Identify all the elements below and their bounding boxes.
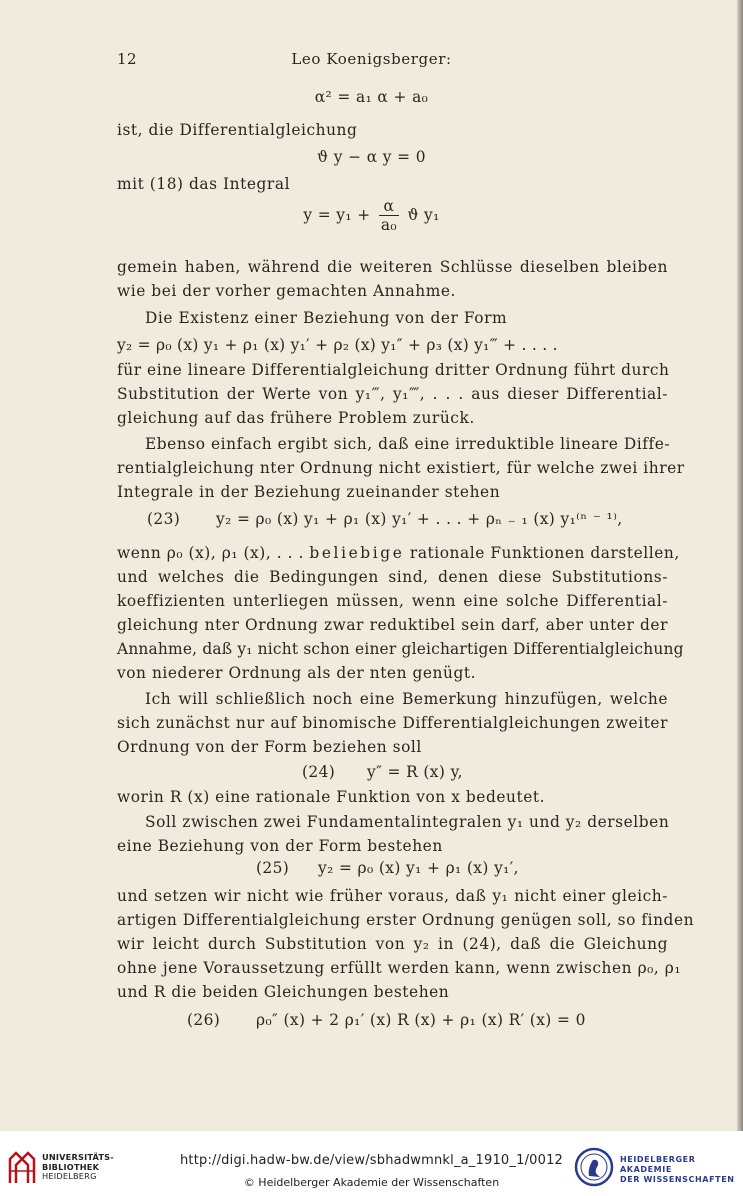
equation-number-24: (24) xyxy=(302,763,336,781)
equation-23: y₂ = ρ₀ (x) y₁ + ρ₁ (x) y₁′ + . . . + ρₙ ₋ ₁ (x) y₁⁽ⁿ ⁻ ¹⁾, xyxy=(216,510,623,528)
text-line: Annahme, daß y₁ nicht schon einer gleichartigen Differentialgleichung xyxy=(117,640,684,658)
text-line: ohne jene Voraussetzung erfüllt werden kann, wenn zwischen ρ₀, ρ₁ xyxy=(117,959,682,977)
text-line: Ordnung von der Form beziehen soll xyxy=(117,738,422,756)
text-line: Substitution der Werte von y₁‴, y₁⁗, . . . aus dieser Differential- xyxy=(117,385,668,403)
text-line: mit (18) das Integral xyxy=(117,175,291,193)
library-name-line: BIBLIOTHEK xyxy=(42,1161,100,1172)
equation-25: y₂ = ρ₀ (x) y₁ + ρ₁ (x) y₁′, xyxy=(318,859,519,877)
academy-name-line: DER WISSENSCHAFTEN xyxy=(620,1175,735,1184)
running-title: Leo Koenigsberger: xyxy=(291,50,452,68)
library-name-line: UNIVERSITÄTS- xyxy=(42,1152,114,1162)
text-fragment: wenn ρ₀ (x), ρ₁ (x), . . . xyxy=(117,544,304,562)
text-line: Ebenso einfach ergibt sich, daß eine irreduktible lineare Diffe- xyxy=(145,435,671,453)
emphasis-spaced: beliebige xyxy=(309,544,405,562)
text-line: eine Beziehung von der Form bestehen xyxy=(117,837,443,855)
text-line: und setzen wir nicht wie früher voraus, daß y₁ nicht einer gleich- xyxy=(117,887,668,905)
text-line: Integrale in der Beziehung zueinander stehen xyxy=(117,483,501,501)
text-line: für eine lineare Differentialgleichung dritter Ordnung führt durch xyxy=(117,361,670,379)
equation-number-23: (23) xyxy=(147,510,181,528)
page-number: 12 xyxy=(117,50,138,68)
library-name-line: HEIDELBERG xyxy=(42,1171,97,1181)
text-line: rentialgleichung nter Ordnung nicht existiert, für welche zwei ihrer xyxy=(117,459,685,477)
fraction xyxy=(379,198,399,234)
equation-number-26: (26) xyxy=(187,1011,221,1029)
text-line: Soll zwischen zwei Fundamentalintegralen y₁ und y₂ derselben xyxy=(145,813,670,831)
text-line: gemein haben, während die weiteren Schlüsse dieselben bleiben xyxy=(117,258,668,276)
fraction-denominator: a₀ xyxy=(380,216,398,234)
text-line: wie bei der vorher gemachten Annahme. xyxy=(117,282,456,300)
equation-theta: ϑ y − α y = 0 xyxy=(317,148,426,166)
text-line: worin R (x) eine rationale Funktion von x bedeutet. xyxy=(117,788,546,806)
fraction-numerator: α xyxy=(383,197,395,215)
text-line: und R die beiden Gleichungen bestehen xyxy=(117,983,450,1001)
equation-26: ρ₀″ (x) + 2 ρ₁′ (x) R (x) + ρ₁ (x) R′ (x) = 0 xyxy=(256,1011,586,1029)
text-line: von niederer Ordnung als der nten genügt. xyxy=(117,664,477,682)
text-line: koeffizienten unterliegen müssen, wenn eine solche Differential- xyxy=(117,592,668,610)
text-line: gleichung auf das frühere Problem zurück. xyxy=(117,409,475,427)
text-line: und welches die Bedingungen sind, denen diese Substitutions- xyxy=(117,568,668,586)
permalink-url[interactable]: http://digi.hadw-bw.de/view/sbhadwmnkl_a_1910_1/0012 xyxy=(179,1153,564,1168)
academy-name xyxy=(620,1155,743,1185)
text-line-with-emphasis xyxy=(117,541,680,565)
integral-rhs: ϑ y₁ xyxy=(407,206,440,224)
equation-number-25: (25) xyxy=(256,859,290,877)
text-fragment: rationale Funktionen darstellen, xyxy=(409,544,680,562)
text-line: sich zunächst nur auf binomische Differentialgleichungen zweiter xyxy=(117,714,668,732)
text-line: wir leicht durch Substitution von y₂ in (24), daß die Gleichung xyxy=(117,935,668,953)
integral-lhs: y = y₁ + xyxy=(303,206,371,224)
copyright-notice: © Heidelberger Akademie der Wissenschaften xyxy=(243,1176,500,1189)
text-line: gleichung nter Ordnung zwar reduktibel sein darf, aber unter der xyxy=(117,616,668,634)
text-line: artigen Differentialgleichung erster Ordnung genügen soll, so finden xyxy=(117,911,695,929)
equation-alpha: α² = a₁ α + a₀ xyxy=(314,88,429,106)
text-line: Ich will schließlich noch eine Bemerkung hinzufügen, welche xyxy=(145,690,668,708)
equation-integral xyxy=(0,198,743,234)
equation-series: y₂ = ρ₀ (x) y₁ + ρ₁ (x) y₁′ + ρ₂ (x) y₁″ + ρ₃ (x) y₁‴ + . . . . xyxy=(117,336,558,354)
academy-seal-icon xyxy=(574,1146,614,1188)
text-line: Die Existenz einer Beziehung von der Form xyxy=(145,309,508,327)
equation-24: y″ = R (x) y, xyxy=(367,763,463,781)
academy-name-line: HEIDELBERGER AKADEMIE xyxy=(620,1155,696,1174)
text-line: ist, die Differentialgleichung xyxy=(117,121,358,139)
